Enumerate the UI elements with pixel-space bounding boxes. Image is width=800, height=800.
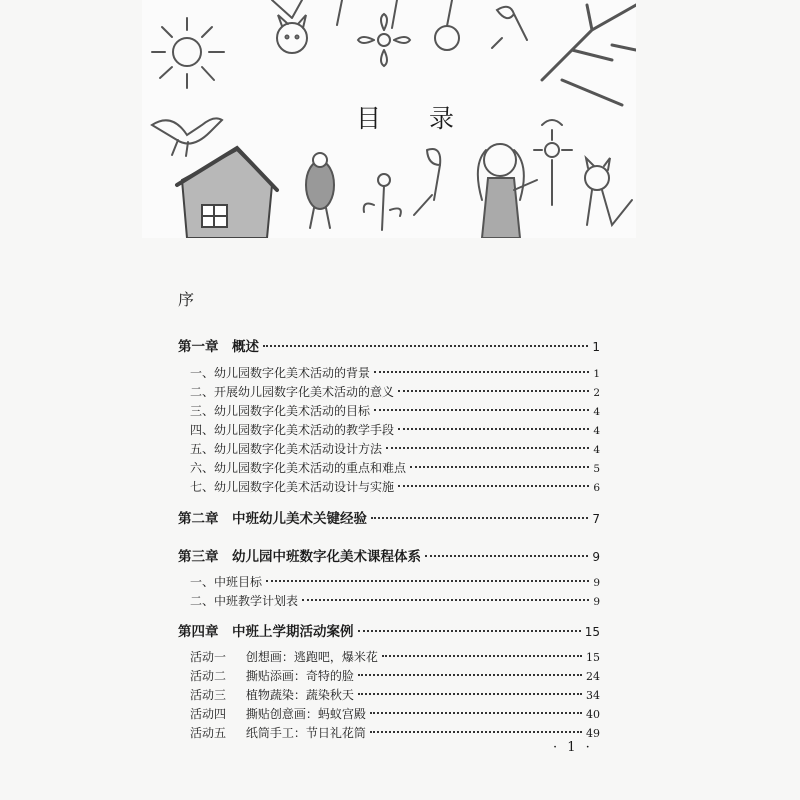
section-entry[interactable] — [190, 592, 600, 609]
girl-drawing — [478, 144, 537, 238]
dot-leader — [358, 693, 582, 695]
page-number: 49 — [586, 727, 600, 740]
section-label: 一、中班目标 — [190, 575, 263, 589]
page-number: 5 — [593, 463, 600, 475]
activity-name: 活动一 — [190, 650, 227, 664]
page-number: 24 — [586, 670, 600, 683]
toc-title-char-1: 目 — [356, 104, 384, 133]
cat-drawing — [272, 0, 307, 53]
dot-leader — [371, 517, 588, 519]
chapter-entry[interactable] — [178, 545, 600, 565]
activity-title: 创想画：逃跑吧，爆米花 — [245, 650, 378, 664]
activity-entry[interactable] — [190, 724, 600, 741]
dot-leader — [425, 555, 588, 557]
cat-drawing-2 — [585, 158, 632, 225]
dot-leader — [398, 390, 589, 392]
activity-name: 活动二 — [190, 669, 227, 683]
flower-drawing-3 — [534, 120, 572, 205]
activity-entry[interactable] — [190, 705, 600, 722]
section-entry[interactable] — [190, 440, 600, 457]
activity-entry[interactable] — [190, 686, 600, 703]
section-label: 二、中班教学计划表 — [190, 594, 299, 608]
dot-leader — [358, 630, 581, 632]
activity-title: 植物蔬染：蔬染秋天 — [245, 688, 354, 702]
dot-leader — [386, 447, 589, 449]
page-number: 1 — [592, 340, 600, 354]
fruit-drawing — [435, 0, 459, 50]
page-number: 4 — [593, 406, 600, 418]
dot-leader — [410, 466, 589, 468]
flower-drawing-2 — [364, 149, 441, 230]
activity-entry[interactable] — [190, 667, 600, 684]
dot-leader — [370, 712, 582, 714]
section-label: 七、幼儿园数字化美术活动设计与实施 — [190, 480, 395, 494]
chapter-label: 第四章 中班上学期活动案例 — [178, 624, 354, 640]
page-number: 6 — [593, 482, 600, 494]
chapter-entry[interactable] — [178, 507, 600, 527]
dot-leader — [398, 428, 589, 430]
page-footer-number: · 1 · — [553, 740, 593, 755]
penguin-drawing — [306, 153, 334, 228]
page-number: 40 — [586, 708, 600, 721]
dot-leader — [266, 580, 589, 582]
chapter-entry[interactable] — [178, 335, 600, 355]
section-entry[interactable] — [190, 383, 600, 400]
section-label: 六、幼儿园数字化美术活动的重点和难点 — [190, 461, 407, 475]
section-label: 四、幼儿园数字化美术活动的教学手段 — [190, 423, 395, 437]
activity-title: 撕贴添画：奇特的脸 — [245, 669, 354, 683]
page-number: 4 — [593, 444, 600, 456]
preface-entry[interactable]: 序 — [178, 290, 195, 309]
activity-title: 撕贴创意画：蚂蚁宫殿 — [245, 707, 366, 721]
tree-branches — [542, 5, 636, 105]
page-number: 1 — [593, 368, 600, 380]
sun-drawing — [152, 18, 224, 88]
dot-leader — [370, 731, 582, 733]
dot-leader — [263, 345, 588, 347]
activity-title: 纸筒手工：节日礼花筒 — [245, 726, 366, 740]
page-number: 9 — [593, 596, 600, 608]
page-number: 7 — [592, 512, 600, 526]
dot-leader — [358, 674, 582, 676]
house-drawing — [177, 148, 277, 238]
section-entry[interactable] — [190, 421, 600, 438]
activity-entry[interactable] — [190, 648, 600, 665]
chapter-label: 第二章 中班幼儿美术关键经验 — [178, 511, 367, 527]
chapter-label: 第三章 幼儿园中班数字化美术课程体系 — [178, 549, 421, 565]
page-number: 9 — [592, 550, 600, 564]
activity-name: 活动五 — [190, 726, 227, 740]
section-label: 五、幼儿园数字化美术活动设计方法 — [190, 442, 383, 456]
flower-drawing — [358, 0, 410, 66]
section-entry[interactable] — [190, 459, 600, 476]
section-entry[interactable] — [190, 573, 600, 590]
activity-name: 活动三 — [190, 688, 227, 702]
section-entry[interactable] — [190, 478, 600, 495]
dot-leader — [398, 485, 589, 487]
section-label: 三、幼儿园数字化美术活动的目标 — [190, 404, 371, 418]
section-label: 二、开展幼儿园数字化美术活动的意义 — [190, 385, 395, 399]
page-number: 4 — [593, 425, 600, 437]
dot-leader — [374, 409, 589, 411]
page-number: 34 — [586, 689, 600, 702]
dot-leader — [374, 371, 589, 373]
dot-leader — [382, 655, 582, 657]
page-number: 15 — [584, 625, 600, 639]
dot-leader — [302, 599, 589, 601]
page-number: 15 — [586, 651, 600, 664]
page-number: 9 — [593, 577, 600, 589]
chapter-label: 第一章 概述 — [178, 339, 259, 355]
section-entry[interactable] — [190, 364, 600, 381]
leaf-flower-drawing — [492, 7, 527, 48]
bird-drawing — [152, 118, 222, 156]
page-number: 2 — [593, 387, 600, 399]
section-entry[interactable] — [190, 402, 600, 419]
toc-title-char-2: 录 — [428, 104, 456, 133]
section-label: 一、幼儿园数字化美术活动的背景 — [190, 366, 371, 380]
toc-title — [356, 99, 456, 135]
chapter-entry[interactable] — [178, 620, 600, 640]
activity-name: 活动四 — [190, 707, 227, 721]
